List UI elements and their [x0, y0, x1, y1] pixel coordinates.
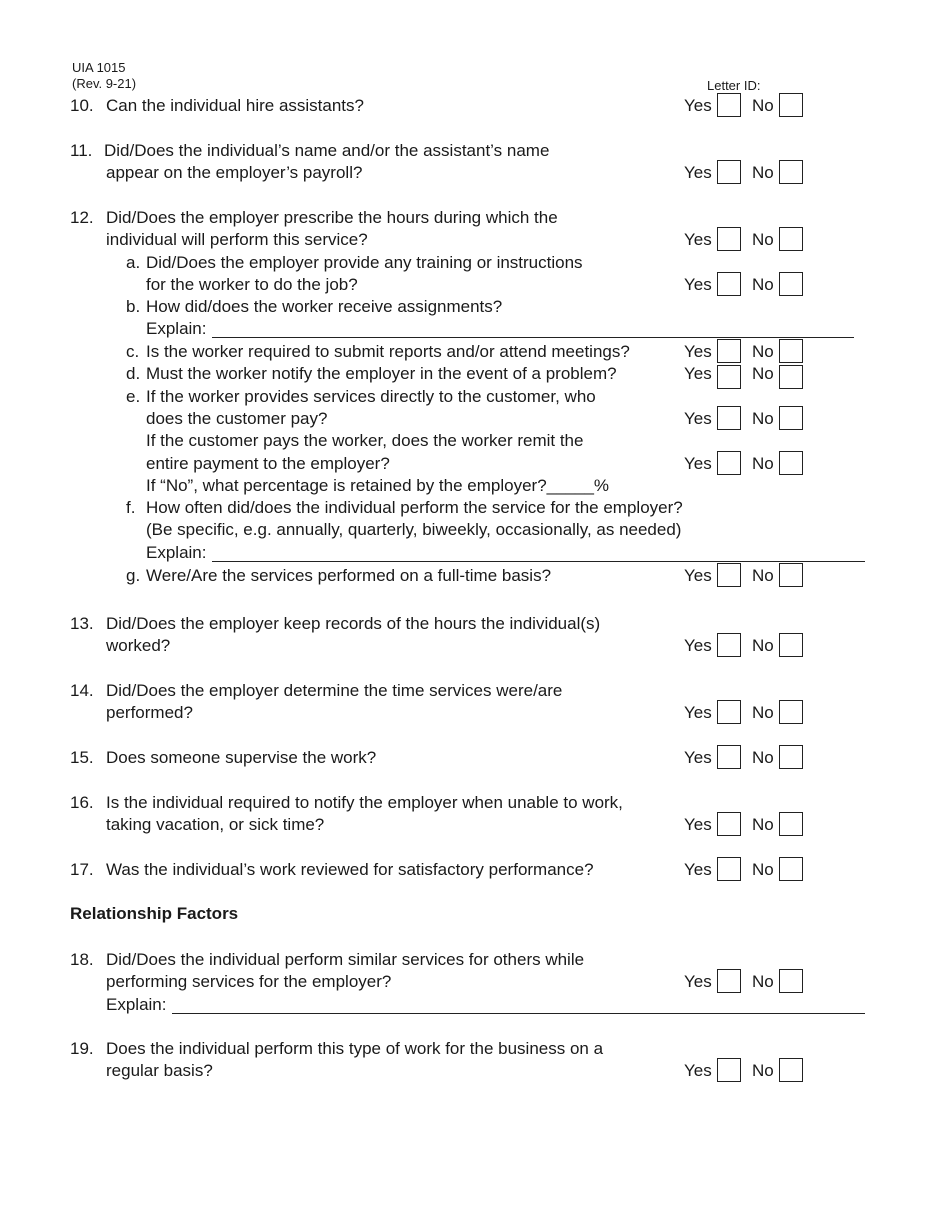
yes-checkbox[interactable] [717, 160, 741, 184]
question-text: for the worker to do the job? [146, 275, 358, 294]
no-label: No [752, 748, 774, 767]
yes-label: Yes [684, 815, 712, 834]
question-number: 13. [70, 614, 94, 633]
explain-label: Explain: [106, 995, 167, 1014]
question-number: 11. [70, 141, 93, 160]
no-checkbox[interactable] [779, 812, 803, 836]
yes-label: Yes [684, 163, 712, 182]
question-text: If the customer pays the worker, does the worker remit the [146, 431, 584, 450]
question-text: Were/Are the services performed on a full-time basis? [146, 566, 552, 585]
question-text: worked? [106, 636, 171, 655]
no-label: No [752, 96, 774, 115]
question-text: performing services for the employer? [106, 972, 392, 991]
yes-checkbox[interactable] [717, 812, 741, 836]
no-checkbox[interactable] [779, 857, 803, 881]
yes-checkbox[interactable] [717, 365, 741, 389]
no-label: No [752, 636, 774, 655]
question-text: How did/does the worker receive assignments? [146, 297, 503, 316]
yes-label: Yes [684, 748, 712, 767]
yes-checkbox[interactable] [717, 451, 741, 475]
question-text: Did/Does the employer determine the time services were/are [106, 681, 563, 700]
question-number: 18. [70, 950, 94, 969]
yes-label: Yes [684, 703, 712, 722]
no-checkbox[interactable] [779, 633, 803, 657]
yes-checkbox[interactable] [717, 745, 741, 769]
yes-checkbox[interactable] [717, 339, 741, 363]
question-text: Is the individual required to notify the employer when unable to work, [106, 793, 623, 812]
no-label: No [752, 972, 774, 991]
yes-label: Yes [684, 972, 712, 991]
question-text: performed? [106, 703, 193, 722]
question-text: entire payment to the employer? [146, 454, 390, 473]
form-code: UIA 1015 [72, 60, 126, 75]
no-label: No [752, 275, 774, 294]
question-text: appear on the employer’s payroll? [106, 163, 363, 182]
question-text: Does someone supervise the work? [106, 748, 377, 767]
explain-answer-line[interactable] [172, 1013, 865, 1014]
yes-checkbox[interactable] [717, 406, 741, 430]
yes-label: Yes [684, 364, 712, 383]
no-checkbox[interactable] [779, 406, 803, 430]
no-label: No [752, 703, 774, 722]
question-text: regular basis? [106, 1061, 213, 1080]
no-checkbox[interactable] [779, 1058, 803, 1082]
yes-label: Yes [684, 230, 712, 249]
no-label: No [752, 364, 774, 383]
question-text: Did/Does the individual perform similar services for others while [106, 950, 585, 969]
question-text: Is the worker required to submit reports and/or attend meetings? [146, 342, 630, 361]
question-text: Can the individual hire assistants? [106, 96, 364, 115]
sub-question-letter: f. [126, 498, 136, 517]
question-number: 16. [70, 793, 94, 812]
sub-question-letter: g. [126, 566, 141, 585]
question-text: Did/Does the employer prescribe the hours during which the [106, 208, 558, 227]
yes-checkbox[interactable] [717, 969, 741, 993]
question-number: 12. [70, 208, 94, 227]
no-checkbox[interactable] [779, 93, 803, 117]
yes-label: Yes [684, 860, 712, 879]
question-number: 14. [70, 681, 94, 700]
yes-label: Yes [684, 1061, 712, 1080]
no-checkbox[interactable] [779, 745, 803, 769]
yes-checkbox[interactable] [717, 857, 741, 881]
no-label: No [752, 230, 774, 249]
question-text: Must the worker notify the employer in the event of a problem? [146, 364, 617, 383]
form-header [72, 60, 136, 92]
yes-checkbox[interactable] [717, 227, 741, 251]
question-number: 10. [70, 96, 94, 115]
explain-label: Explain: [146, 319, 207, 338]
sub-question-letter: d. [126, 364, 141, 383]
yes-checkbox[interactable] [717, 633, 741, 657]
sub-question-letter: a. [126, 253, 141, 272]
yes-label: Yes [684, 566, 712, 585]
no-checkbox[interactable] [779, 969, 803, 993]
no-label: No [752, 566, 774, 585]
yes-checkbox[interactable] [717, 700, 741, 724]
question-text: individual will perform this service? [106, 230, 368, 249]
form-revision: (Rev. 9-21) [72, 76, 137, 91]
question-text: Was the individual’s work reviewed for satisfactory performance? [106, 860, 594, 879]
percentage-question: If “No”, what percentage is retained by the employer?_____% [146, 476, 610, 495]
no-label: No [752, 860, 774, 879]
question-text: (Be specific, e.g. annually, quarterly, biweekly, occasionally, as needed) [146, 520, 682, 539]
sub-question-letter: e. [126, 387, 141, 406]
question-text: How often did/does the individual perform the service for the employer? [146, 498, 683, 517]
no-checkbox[interactable] [779, 365, 803, 389]
no-label: No [752, 454, 774, 473]
question-text: Did/Does the employer provide any training or instructions [146, 253, 583, 272]
no-label: No [752, 1061, 774, 1080]
yes-label: Yes [684, 342, 712, 361]
question-text: does the customer pay? [146, 409, 328, 428]
question-number: 17. [70, 860, 94, 879]
sub-question-letter: c. [126, 342, 140, 361]
yes-checkbox[interactable] [717, 1058, 741, 1082]
question-text: taking vacation, or sick time? [106, 815, 325, 834]
section-heading: Relationship Factors [70, 904, 239, 923]
yes-checkbox[interactable] [717, 272, 741, 296]
yes-label: Yes [684, 636, 712, 655]
explain-answer-line[interactable] [212, 561, 865, 562]
sub-question-letter: b. [126, 297, 141, 316]
explain-label: Explain: [146, 543, 207, 562]
no-label: No [752, 163, 774, 182]
question-text: If the worker provides services directly to the customer, who [146, 387, 596, 406]
letter-id-label: Letter ID: [707, 78, 761, 93]
no-checkbox[interactable] [779, 227, 803, 251]
no-label: No [752, 342, 774, 361]
explain-answer-line[interactable] [212, 337, 854, 338]
yes-label: Yes [684, 409, 712, 428]
no-checkbox[interactable] [779, 272, 803, 296]
yes-label: Yes [684, 96, 712, 115]
question-text: Did/Does the individual’s name and/or the assistant’s name [104, 141, 550, 160]
no-label: No [752, 409, 774, 428]
no-checkbox[interactable] [779, 700, 803, 724]
question-text: Did/Does the employer keep records of the hours the individual(s) [106, 614, 601, 633]
yes-label: Yes [684, 454, 712, 473]
question-text: Does the individual perform this type of work for the business on a [106, 1039, 604, 1058]
no-label: No [752, 815, 774, 834]
no-checkbox[interactable] [779, 160, 803, 184]
no-checkbox[interactable] [779, 451, 803, 475]
yes-checkbox[interactable] [717, 563, 741, 587]
question-number: 15. [70, 748, 94, 767]
no-checkbox[interactable] [779, 339, 803, 363]
question-number: 19. [70, 1039, 94, 1058]
no-checkbox[interactable] [779, 563, 803, 587]
yes-checkbox[interactable] [717, 93, 741, 117]
yes-label: Yes [684, 275, 712, 294]
